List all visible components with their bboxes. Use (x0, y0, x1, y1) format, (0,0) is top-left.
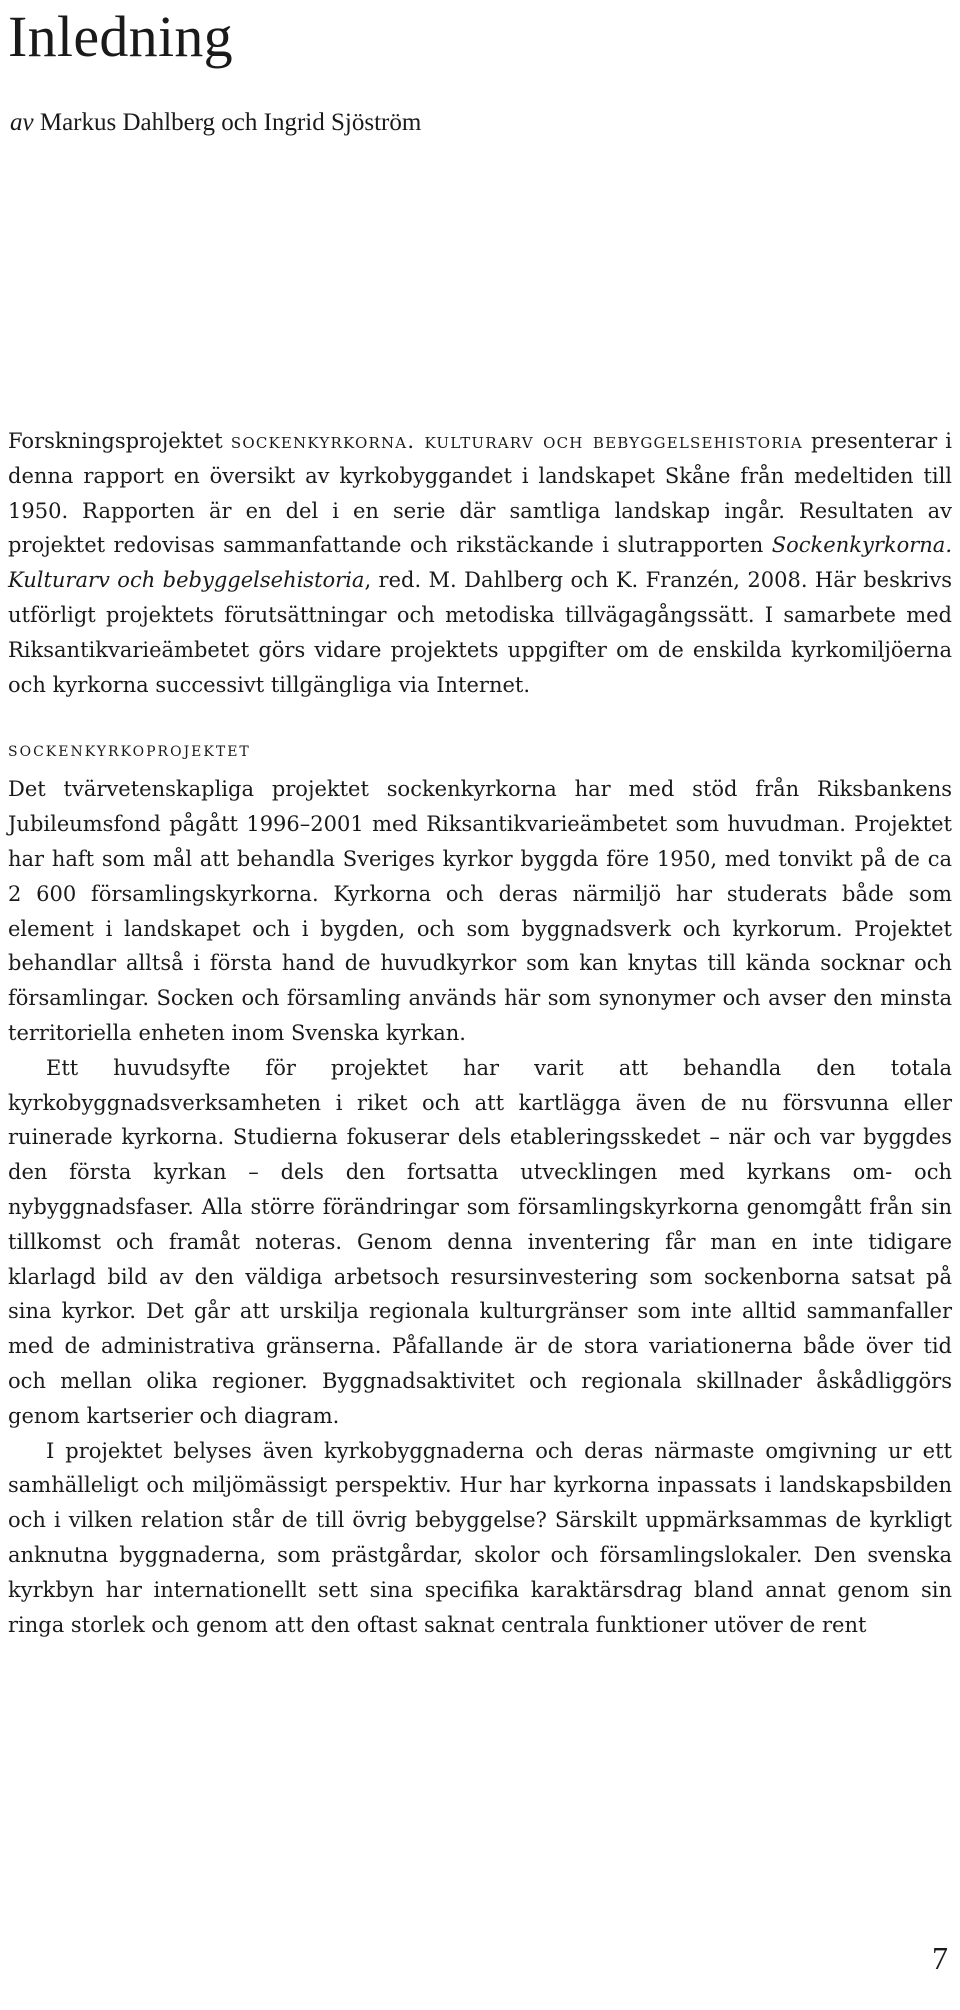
byline (10, 108, 421, 138)
page-title: Inledning (8, 4, 233, 69)
section-paragraph: Ett huvudsyfte för projektet har varit att behandla den totala kyrkobyggnadsverksamheten i riket och att kartlägga även de nu försvunna eller ruinerade kyrkorna. Studierna fokuserar dels etableringsskedet – när och var byggdes den första kyrkan – dels den fortsatta utvecklingen med kyrkans om- och nybyggnadsfaser. Alla större förändringar som församlingskyrkorna genomgått från sin tillkomst och framåt noteras. Genom denna inventering får man en inte tidigare klarlagd bild av den väldiga arbetsoch resursinvestering som sockenborna satsat på sina kyrkor. Det går att urskilja regionala kulturgränser som inte alltid sammanfaller med de administrativa gränserna. Påfallande är de stora variationerna både över tid och mellan olika regioner. Byggnadsaktivitet och regionala skillnader åskådliggörs genom kartserier och diagram. (8, 1055, 952, 1428)
section-heading: sockenkyrkoprojektet (8, 737, 251, 762)
body-text (8, 424, 952, 1642)
intro-text-3: , red. M. Dahlberg och K. Franzén, 2008. Här beskrivs utförligt projektets förutsättningar och metodiska tillvägagångssätt. I samarbete med Riksantikvarieämbetet görs vidare projektets uppgifter om de enskilda kyrkomiljöerna och kyrkorna successivt tillgängliga via Internet. (8, 568, 952, 697)
intro-paragraph (8, 424, 952, 702)
report-title: Sockenkyrkorna. Kulturarv och bebyggelsehistoria (8, 533, 952, 593)
byline-authors: Markus Dahlberg och Ingrid Sjöström (39, 109, 422, 136)
section-paragraph: I projektet belyses även kyrkobyggnaderna och deras närmaste omgivning ur ett samhälleligt och miljömässigt perspektiv. Hur har kyrkorna inpassats i landskapsbilden och i vilken relation står de till övrig bebyggelse? Särskilt uppmärksammas de kyrkligt anknutna byggnaderna, som prästgårdar, skolor och församlingslokaler. Den svenska kyrkbyn har internationellt sett sina specifika karaktärsdrag bland annat genom sin ringa storlek och genom att den oftast saknat centrala funktioner utöver de rent (8, 1438, 952, 1637)
byline-prefix: av (10, 109, 34, 136)
intro-text-1: Forskningsprojektet (8, 429, 231, 453)
intro-text-2: presenterar i denna rapport en översikt av kyrkobyggandet i landskapet Skåne från medeltiden till 1950. Rapporten är en del i en serie där samtliga landskap ingår. Resultaten av projektet redovisas sammanfattande och rikstäckande i slutrapporten (8, 429, 952, 558)
section-paragraph: Det tvärvetenskapliga projektet sockenkyrkorna har med stöd från Riksbankens Jubileumsfond pågått 1996–2001 med Riksantikvarieämbetet som huvudman. Projektet har haft som mål att behandla Sveriges kyrkor byggda före 1950, med tonvikt på de ca 2 600 församlingskyrkorna. Kyrkorna och deras närmiljö har studerats både som element i landskapet och i bygden, och som byggnadsverk och kyrkorum. Projektet behandlar alltså i första hand de huvudkyrkor som kan knytas till kända socknar och församlingar. Socken och församling används här som synonymer och avser den minsta territoriella enheten inom Svenska kyrkan. (8, 777, 952, 1045)
page-number: 7 (932, 1940, 948, 1976)
project-name: sockenkyrkorna. kulturarv och bebyggelsehistoria (230, 429, 803, 453)
